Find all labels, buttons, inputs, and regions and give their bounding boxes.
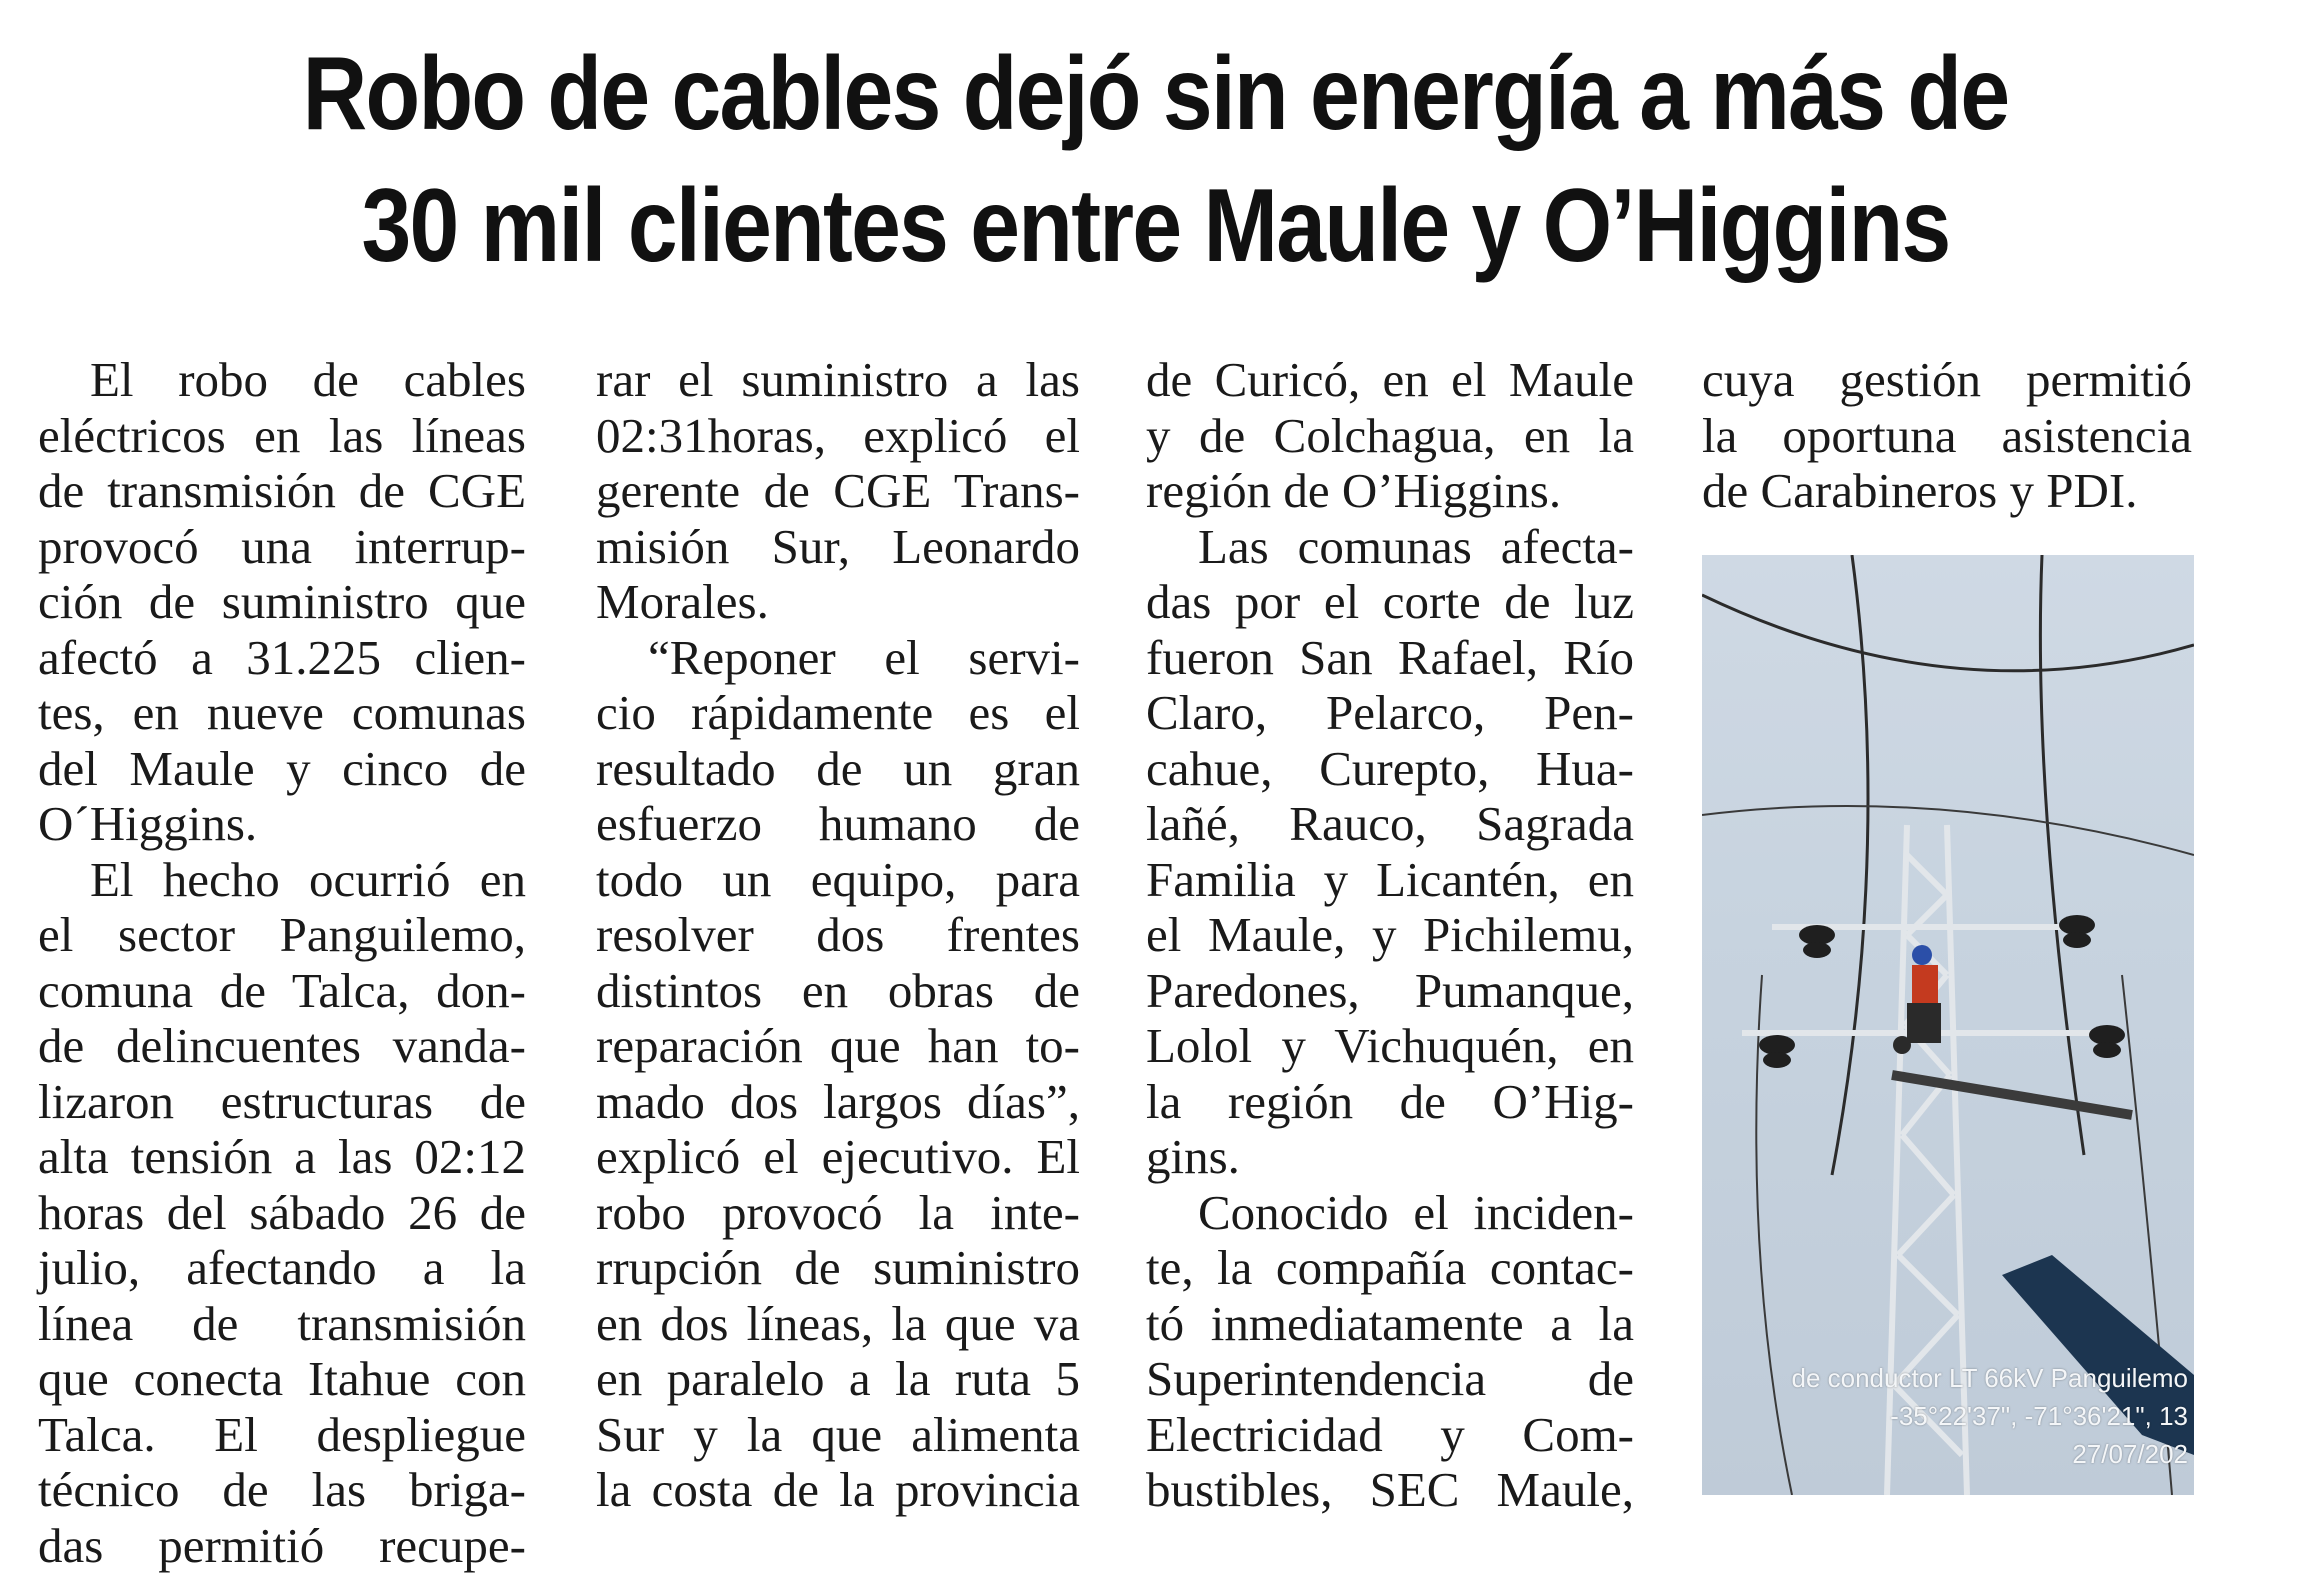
article-line: cio rápidamente es el: [596, 685, 1080, 741]
article-line: El robo de cables: [38, 352, 526, 408]
article-paragraph: [1146, 1185, 1634, 1518]
headline-line-2: 30 mil clientes entre Maule y O’Higgins: [196, 160, 2115, 292]
article-line: el sector Panguilemo,: [38, 907, 526, 963]
article-line: afectó a 31.225 clien-: [38, 630, 526, 686]
text-column-1: [38, 352, 526, 1573]
article-line: todo un equipo, para: [596, 852, 1080, 908]
article-line: la región de O’Hig-: [1146, 1074, 1634, 1130]
text-column-4: [1702, 352, 2192, 519]
article-line: cahue, Curepto, Hua-: [1146, 741, 1634, 797]
article-line: el Maule, y Pichilemu,: [1146, 907, 1634, 963]
article-line: comuna de Talca, don-: [38, 963, 526, 1019]
article-line: provocó una interrup-: [38, 519, 526, 575]
article-line: rrupción de suministro: [596, 1240, 1080, 1296]
article-line: la costa de la provincia: [596, 1462, 1080, 1518]
article-paragraph: [1702, 352, 2192, 519]
article-line: mado dos largos días”,: [596, 1074, 1080, 1130]
article-line: resultado de un gran: [596, 741, 1080, 797]
article-line: Claro, Pelarco, Pen-: [1146, 685, 1634, 741]
headline-line-1: Robo de cables dejó sin energía a más de: [196, 28, 2115, 160]
article-line: tó inmediatamente a la: [1146, 1296, 1634, 1352]
article-line: Electricidad y Com-: [1146, 1407, 1634, 1463]
article-line: robo provocó la inte-: [596, 1185, 1080, 1241]
article-paragraph: [1146, 519, 1634, 1185]
article-paragraph: [596, 630, 1080, 1518]
article-line: eléctricos en las líneas: [38, 408, 526, 464]
article-line: de Curicó, en el Maule: [1146, 352, 1634, 408]
article-line: lizaron estructuras de: [38, 1074, 526, 1130]
article-paragraph: [38, 352, 526, 852]
article-paragraph: [1146, 352, 1634, 519]
article-line: El hecho ocurrió en: [38, 852, 526, 908]
article-line: Conocido el inciden-: [1146, 1185, 1634, 1241]
article-line: Talca. El despliegue: [38, 1407, 526, 1463]
article-line: misión Sur, Leonardo: [596, 519, 1080, 575]
article-line: la oportuna asistencia: [1702, 408, 2192, 464]
article-line: cuya gestión permitió: [1702, 352, 2192, 408]
article-line: Superintendencia de: [1146, 1351, 1634, 1407]
article-line: horas del sábado 26 de: [38, 1185, 526, 1241]
article-line: das permitió recupe-: [38, 1518, 526, 1573]
article-line: y de Colchagua, en la: [1146, 408, 1634, 464]
article-line: esfuerzo humano de: [596, 796, 1080, 852]
article-line: Paredones, Pumanque,: [1146, 963, 1634, 1019]
article-line: Morales.: [596, 574, 1080, 630]
article-line: alta tensión a las 02:12: [38, 1129, 526, 1185]
article-line: técnico de las briga-: [38, 1462, 526, 1518]
article-line: lañé, Rauco, Sagrada: [1146, 796, 1634, 852]
article-line: Familia y Licantén, en: [1146, 852, 1634, 908]
article-line: das por el corte de luz: [1146, 574, 1634, 630]
article-line: en dos líneas, la que va: [596, 1296, 1080, 1352]
article-line: te, la compañía contac-: [1146, 1240, 1634, 1296]
text-column-3: [1146, 352, 1634, 1518]
article-line: distintos en obras de: [596, 963, 1080, 1019]
article-line: julio, afectando a la: [38, 1240, 526, 1296]
article-line: que conecta Itahue con: [38, 1351, 526, 1407]
tower-illustration: [1702, 555, 2194, 1495]
article-line: reparación que han to-: [596, 1018, 1080, 1074]
article-line: ción de suministro que: [38, 574, 526, 630]
article-line: de Carabineros y PDI.: [1702, 463, 2192, 519]
article-line: Lolol y Vichuquén, en: [1146, 1018, 1634, 1074]
photo-caption-line-2: -35°22'37", -71°36'21", 13: [1890, 1401, 2188, 1432]
article-line: 02:31horas, explicó el: [596, 408, 1080, 464]
article-line: rar el suministro a las: [596, 352, 1080, 408]
article-line: del Maule y cinco de: [38, 741, 526, 797]
article-line: gins.: [1146, 1129, 1634, 1185]
article-line: O´Higgins.: [38, 796, 526, 852]
article-line: resolver dos frentes: [596, 907, 1080, 963]
article-line: gerente de CGE Trans-: [596, 463, 1080, 519]
power-tower-photo: [1702, 555, 2194, 1495]
article-line: región de O’Higgins.: [1146, 463, 1634, 519]
article-line: Sur y la que alimenta: [596, 1407, 1080, 1463]
article-line: en paralelo a la ruta 5: [596, 1351, 1080, 1407]
article-line: explicó el ejecutivo. El: [596, 1129, 1080, 1185]
article-paragraph: [596, 352, 1080, 630]
article-line: fueron San Rafael, Río: [1146, 630, 1634, 686]
article-line: tes, en nueve comunas: [38, 685, 526, 741]
article-line: bustibles, SEC Maule,: [1146, 1462, 1634, 1518]
photo-caption-line-1: de conductor LT 66kV Panguilemo: [1791, 1363, 2188, 1394]
text-column-2: [596, 352, 1080, 1518]
article-headline: [196, 28, 2115, 292]
article-line: Las comunas afecta-: [1146, 519, 1634, 575]
photo-caption-line-3: 27/07/202: [2072, 1439, 2188, 1470]
article-line: de transmisión de CGE: [38, 463, 526, 519]
article-line: de delincuentes vanda-: [38, 1018, 526, 1074]
article-line: “Reponer el servi-: [596, 630, 1080, 686]
article-line: línea de transmisión: [38, 1296, 526, 1352]
article-paragraph: [38, 852, 526, 1573]
